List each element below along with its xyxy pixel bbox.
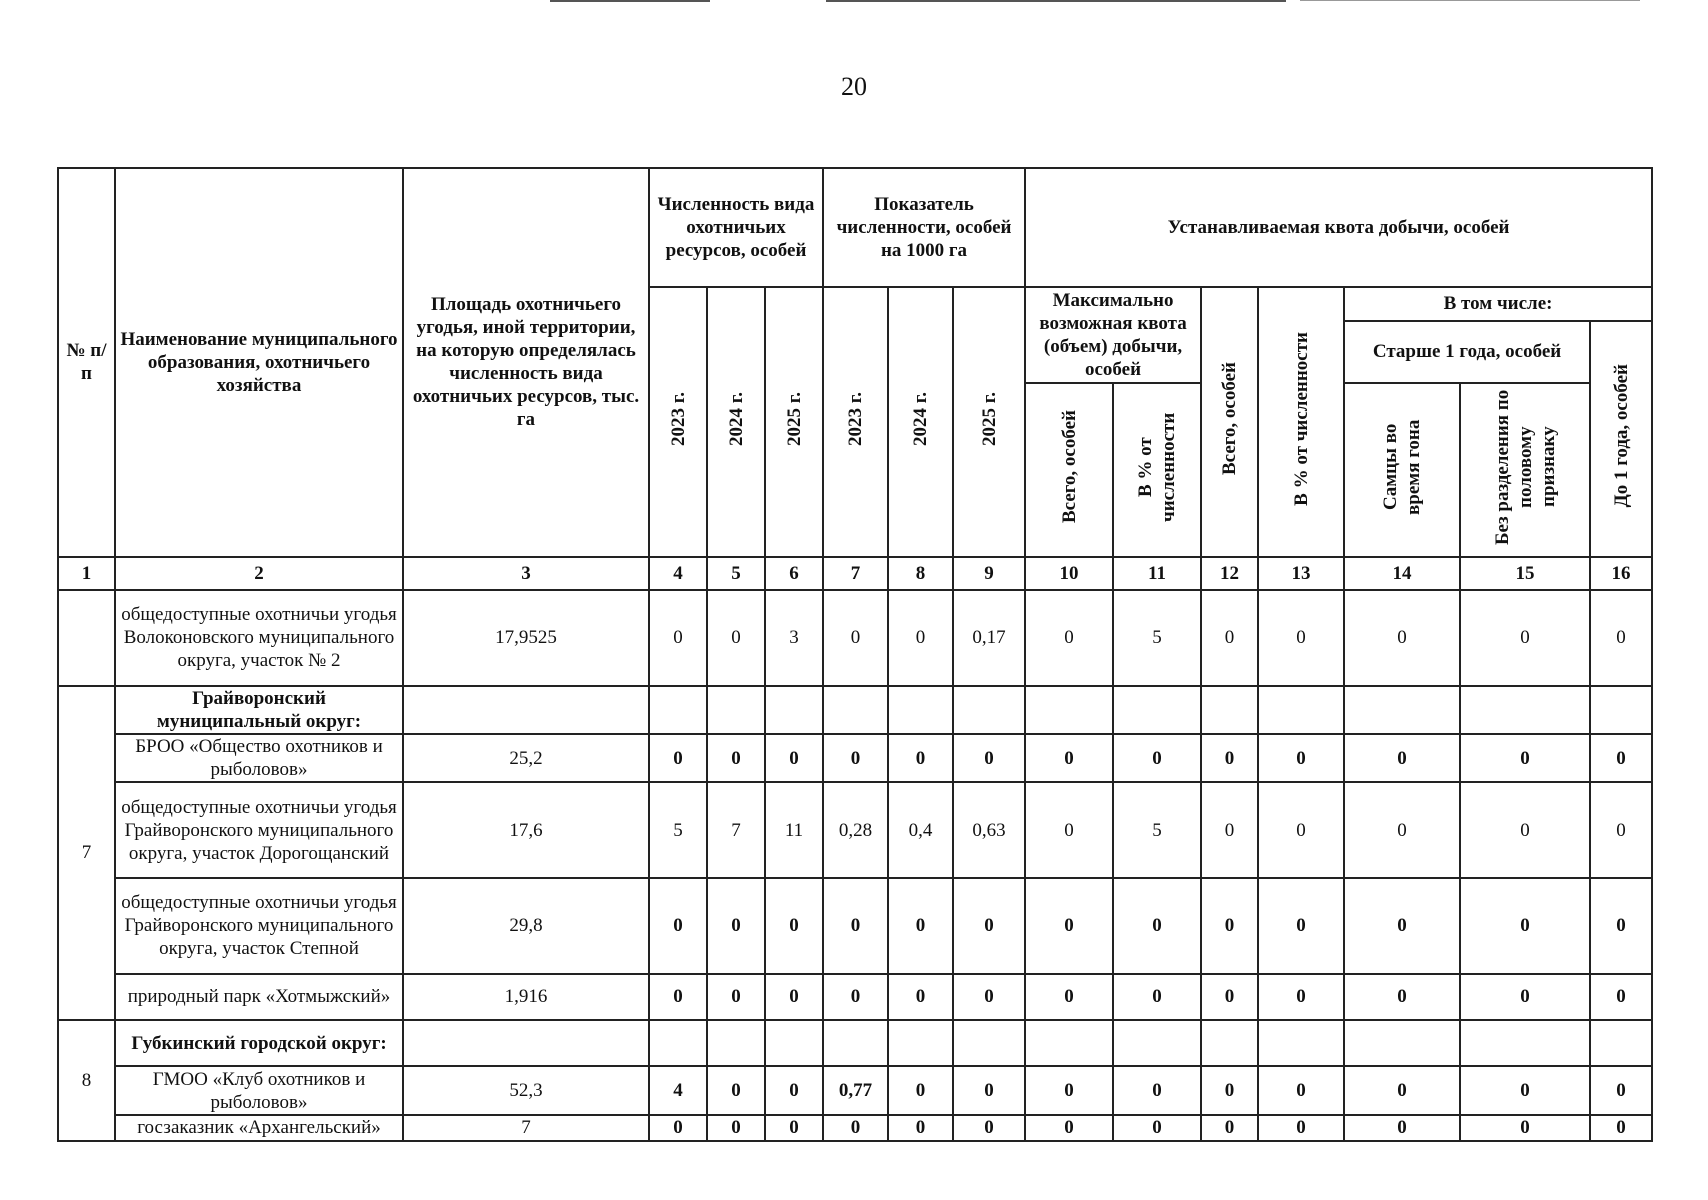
header-pop-2025: 2025 г. [765,287,823,557]
hunting-ground-name: природный парк «Хотмыжский» [115,974,403,1020]
value-cell: 0 [953,1066,1025,1114]
page-number: 20 [841,72,867,101]
value-cell: 0 [649,590,707,686]
value-cell [888,1020,953,1066]
value-cell: 0 [1025,782,1113,878]
area-cell [403,686,649,734]
value-cell: 0 [1025,1115,1113,1141]
value-cell [953,1020,1025,1066]
header-no: № п/п [58,168,115,557]
header-density: Показатель численности, особей на 1000 га [823,168,1025,287]
header-older: Старше 1 года, особей [1344,321,1590,382]
value-cell: 0 [888,1066,953,1114]
header-density-2025: 2025 г. [953,287,1025,557]
quota-table [57,167,1653,1142]
value-cell: 0 [1590,878,1652,974]
header-no-sex: Без разделения по половому признаку [1460,383,1590,557]
col-number: 5 [707,557,765,590]
value-cell: 0 [823,974,888,1020]
table-row [58,782,1652,878]
value-cell: 0 [1590,1115,1652,1141]
row-number: 8 [58,1020,115,1141]
col-number: 14 [1344,557,1460,590]
value-cell: 0 [765,974,823,1020]
hunting-ground-name: общедоступные охотничьи угодья Грайворонского муниципального округа, участок Степной [115,878,403,974]
value-cell: 4 [649,1066,707,1114]
col-number: 15 [1460,557,1590,590]
value-cell: 0 [1258,1115,1344,1141]
scan-artifact-line [550,0,710,2]
col-number: 8 [888,557,953,590]
table-body [58,590,1652,1141]
value-cell: 0 [823,1115,888,1141]
value-cell: 0 [1025,590,1113,686]
value-cell: 0 [1344,878,1460,974]
value-cell: 0 [1460,590,1590,686]
value-cell: 0 [707,974,765,1020]
value-cell: 0 [1344,1066,1460,1114]
value-cell: 0,28 [823,782,888,878]
value-cell: 0 [1590,782,1652,878]
value-cell: 0 [1258,974,1344,1020]
value-cell: 0 [823,590,888,686]
value-cell: 0 [953,974,1025,1020]
col-number: 16 [1590,557,1652,590]
value-cell [1025,686,1113,734]
hunting-ground-name: БРОО «Общество охотников и рыболовов» [115,734,403,782]
value-cell: 5 [1113,590,1201,686]
value-cell [765,686,823,734]
area-cell: 17,6 [403,782,649,878]
header-pct-11: В % от численности [1113,383,1201,557]
value-cell: 0 [1113,1066,1201,1114]
value-cell: 0 [1025,974,1113,1020]
scan-artifact-line [826,0,1286,2]
header-pop-2024: 2024 г. [707,287,765,557]
header-pop-2023: 2023 г. [649,287,707,557]
value-cell: 0 [1025,734,1113,782]
value-cell: 5 [1113,782,1201,878]
hunting-ground-name: общедоступные охотничьи угодья Грайворонского муниципального округа, участок Дорогощанский [115,782,403,878]
value-cell [1025,1020,1113,1066]
value-cell: 0 [707,590,765,686]
value-cell [649,686,707,734]
value-cell: 0 [1201,734,1258,782]
value-cell [823,686,888,734]
area-cell: 1,916 [403,974,649,1020]
hunting-ground-name: госзаказник «Архангельский» [115,1115,403,1141]
scan-artifact-line [1300,0,1640,1]
value-cell: 0 [1344,782,1460,878]
value-cell: 0 [1201,974,1258,1020]
value-cell [1258,1020,1344,1066]
value-cell: 0 [1344,590,1460,686]
value-cell [649,1020,707,1066]
value-cell [953,686,1025,734]
value-cell: 0 [1590,734,1652,782]
header-total-12: Всего, особей [1201,287,1258,557]
col-number: 3 [403,557,649,590]
row-number: 7 [58,686,115,1020]
value-cell: 0 [1201,782,1258,878]
area-cell: 7 [403,1115,649,1141]
header-under1: До 1 года, особей [1590,321,1652,557]
value-cell: 0 [1201,878,1258,974]
value-cell [1201,686,1258,734]
value-cell: 0 [953,1115,1025,1141]
value-cell: 0 [1460,1115,1590,1141]
header-males: Самцы во время гона [1344,383,1460,557]
value-cell: 0 [707,878,765,974]
value-cell [707,686,765,734]
value-cell: 0 [649,1115,707,1141]
col-number: 6 [765,557,823,590]
col-number: 10 [1025,557,1113,590]
area-cell: 25,2 [403,734,649,782]
table-row [58,974,1652,1020]
header-name: Наименование муниципального образования, охотничьего хозяйства [115,168,403,557]
area-cell: 17,9525 [403,590,649,686]
value-cell: 0 [888,734,953,782]
value-cell: 0 [1025,878,1113,974]
col-number: 7 [823,557,888,590]
value-cell: 0 [707,734,765,782]
header-density-2024: 2024 г. [888,287,953,557]
value-cell: 0 [1460,782,1590,878]
value-cell: 0 [1201,1066,1258,1114]
value-cell: 0 [1344,1115,1460,1141]
value-cell: 0 [1258,1066,1344,1114]
table-row [58,878,1652,974]
header-population: Численность вида охотничьих ресурсов, особей [649,168,823,287]
value-cell: 0 [1113,734,1201,782]
value-cell: 0 [1460,734,1590,782]
row-number [58,590,115,686]
value-cell: 7 [707,782,765,878]
value-cell: 0 [765,1066,823,1114]
col-number: 2 [115,557,403,590]
value-cell [823,1020,888,1066]
value-cell [1344,1020,1460,1066]
value-cell [707,1020,765,1066]
area-cell: 29,8 [403,878,649,974]
value-cell [1460,1020,1590,1066]
value-cell: 0 [1460,878,1590,974]
value-cell: 0 [1025,1066,1113,1114]
col-number: 11 [1113,557,1201,590]
value-cell: 0 [765,734,823,782]
area-cell [403,1020,649,1066]
value-cell: 0,17 [953,590,1025,686]
value-cell: 0 [953,878,1025,974]
value-cell: 0 [1201,590,1258,686]
value-cell [1113,1020,1201,1066]
header-quota: Устанавливаемая квота добычи, особей [1025,168,1652,287]
table-row [58,1115,1652,1141]
value-cell: 0 [649,734,707,782]
value-cell: 0 [1344,974,1460,1020]
value-cell [1460,686,1590,734]
col-number: 4 [649,557,707,590]
value-cell: 0 [888,974,953,1020]
value-cell: 0 [765,1115,823,1141]
value-cell [1344,686,1460,734]
header-max-quota: Максимально возможная квота (объем) добычи, особей [1025,287,1201,383]
value-cell: 0 [1258,734,1344,782]
value-cell: 0 [888,590,953,686]
value-cell: 0 [1201,1115,1258,1141]
value-cell [1201,1020,1258,1066]
header-area: Площадь охотничьего угодья, иной территории, на которую определялась численность вида охотничьих ресурсов, тыс. га [403,168,649,557]
value-cell: 0 [1113,878,1201,974]
value-cell: 0 [823,878,888,974]
value-cell: 0 [953,734,1025,782]
header-total-10: Всего, особей [1025,383,1113,557]
value-cell: 0 [1590,974,1652,1020]
value-cell: 0 [1590,1066,1652,1114]
value-cell: 0 [765,878,823,974]
value-cell: 0 [1460,974,1590,1020]
value-cell: 0 [1113,974,1201,1020]
value-cell: 0,63 [953,782,1025,878]
district-heading: Губкинский городской округ: [115,1020,403,1066]
value-cell: 11 [765,782,823,878]
table-row [58,734,1652,782]
header-including: В том числе: [1344,287,1652,321]
value-cell: 0 [1590,590,1652,686]
col-number: 9 [953,557,1025,590]
col-number: 12 [1201,557,1258,590]
col-number: 1 [58,557,115,590]
table-row [58,590,1652,686]
value-cell: 0 [1460,1066,1590,1114]
value-cell: 0 [1344,734,1460,782]
value-cell [1258,686,1344,734]
value-cell: 0 [707,1066,765,1114]
value-cell [1590,1020,1652,1066]
value-cell: 0 [649,878,707,974]
col-number: 13 [1258,557,1344,590]
hunting-ground-name: общедоступные охотничьи угодья Волоконовского муниципального округа, участок № 2 [115,590,403,686]
value-cell: 0,77 [823,1066,888,1114]
column-numbers-row [58,557,1652,590]
district-heading: Грайворонский муниципальный округ: [115,686,403,734]
value-cell: 0 [707,1115,765,1141]
header-pct-13: В % от численности [1258,287,1344,557]
area-cell: 52,3 [403,1066,649,1114]
value-cell: 0 [1258,878,1344,974]
value-cell: 0 [1113,1115,1201,1141]
value-cell: 0 [1258,782,1344,878]
hunting-ground-name: ГМОО «Клуб охотников и рыболовов» [115,1066,403,1114]
value-cell [765,1020,823,1066]
value-cell: 3 [765,590,823,686]
value-cell: 0 [649,974,707,1020]
value-cell [1113,686,1201,734]
table-row [58,1066,1652,1114]
value-cell: 0,4 [888,782,953,878]
value-cell: 0 [888,1115,953,1141]
value-cell: 0 [823,734,888,782]
value-cell: 0 [888,878,953,974]
table-row [58,686,1652,734]
table-row [58,1020,1652,1066]
value-cell: 0 [1258,590,1344,686]
value-cell [1590,686,1652,734]
value-cell [888,686,953,734]
value-cell: 5 [649,782,707,878]
header-density-2023: 2023 г. [823,287,888,557]
